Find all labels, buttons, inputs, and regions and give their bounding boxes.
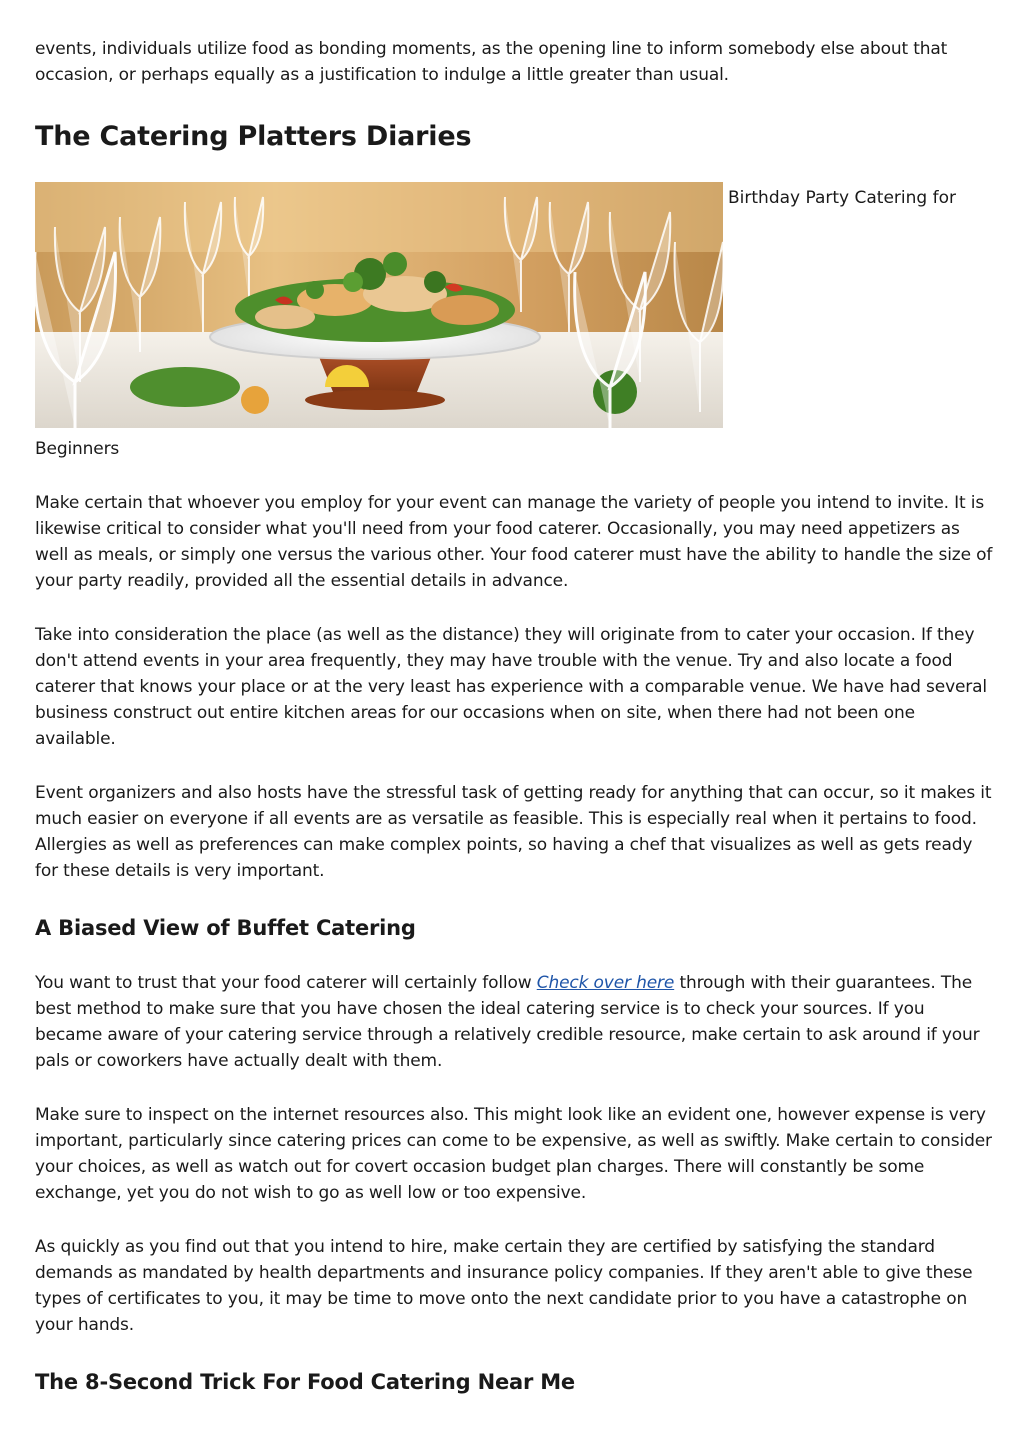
paragraph-venue-distance: Take into consideration the place (as well as the distance) they will originate from to cater your occasion. If they don't attend events in your area frequently, they may have trouble with the venue. Try and also locate a food caterer that knows your place or at the very least has experience with a comparable venue. We have had several business construct out entire kitchen areas for our occasions when on site, when there had not been one available.	[35, 625, 987, 749]
paragraph-allergies: Event organizers and also hosts have the stressful task of getting ready for anything that can occur, so it makes it much easier on everyone if all events are as versatile as feasible. This is especially real when it pertains to food. Allergies as well as preferences can make complex points, so having a chef that visualizes as well as gets ready for these details is very important.	[35, 783, 992, 881]
catering-table-photo	[35, 182, 723, 428]
paragraph-text-end: through with their guarantees. The best method to make sure that you have chosen the ideal catering service is to check your sources. If you became aware of your catering service through a relatively credible resource, make certain to ask around if your pals or coworkers have actually dealt with them.	[35, 973, 980, 1071]
image-block	[35, 182, 995, 430]
intro-paragraph: events, individuals utilize food as bonding moments, as the opening line to inform somebody else about that occasion, or perhaps equally as a justification to indulge a little greater than usual.	[35, 39, 948, 85]
section-heading-catering-platters: The Catering Platters Diaries	[35, 121, 472, 152]
paragraph-event-size: Make certain that whoever you employ for your event can manage the variety of people you intend to invite. It is likewise critical to consider what you'll need from your food caterer. Occasionally, you may need appetizers as well as meals, or simply one versus the various other. Your food caterer must have the ability to handle the size of your party readily, provided all the essential details in advance.	[35, 493, 993, 591]
paragraph-trust-caterer	[35, 970, 995, 1074]
image-caption-top: Birthday Party Catering for	[728, 188, 956, 208]
article	[35, 36, 995, 1424]
section-heading-food-catering-near-me: The 8-Second Trick For Food Catering Near Me	[35, 1370, 575, 1394]
check-over-here-link[interactable]: Check over here	[536, 973, 675, 993]
section-heading-buffet-catering: A Biased View of Buffet Catering	[35, 916, 416, 940]
image-caption-bottom: Beginners	[35, 439, 120, 459]
paragraph-online-resources: Make sure to inspect on the internet resources also. This might look like an evident one, however expense is very important, particularly since catering prices can come to be expensive, as well as swiftly. Make certain to consider your choices, as well as watch out for covert occasion budget plan charges. There will constantly be some exchange, yet you do not wish to go as well low or too expensive.	[35, 1105, 992, 1203]
paragraph-text-start: You want to trust that your food caterer will certainly follow	[35, 973, 537, 993]
paragraph-certification: As quickly as you find out that you intend to hire, make certain they are certified by satisfying the standard demands as mandated by health departments and insurance policy companies. If they aren't able to give these types of certificates to you, it may be time to move onto the next candidate prior to you have a catastrophe on your hands.	[35, 1237, 973, 1335]
